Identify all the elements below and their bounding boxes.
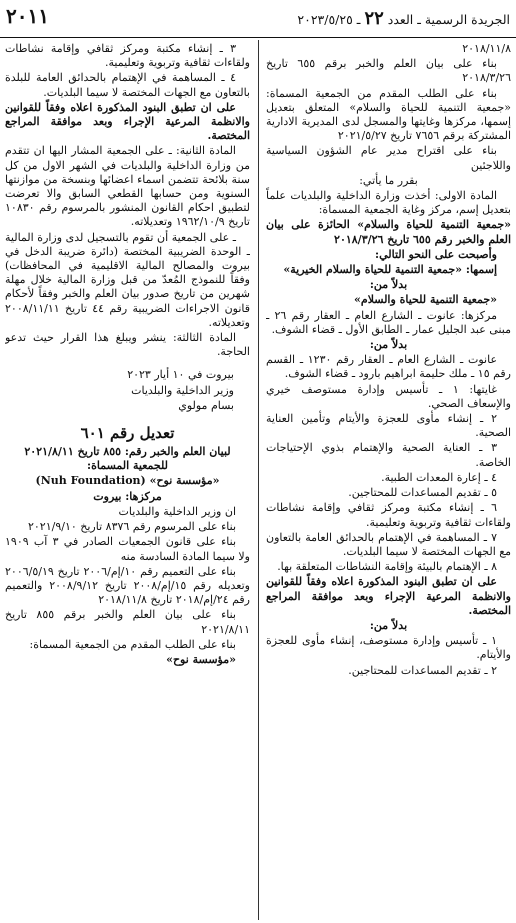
minister-line: ان وزير الداخلية والبلديات [118, 504, 236, 518]
publication-name: الجريدة الرسمية ـ العدد [387, 12, 510, 27]
new-name: إسمها: «جمعية التنمية للحياة والسلام الخيرية» [283, 263, 497, 277]
paragraph: بناء على الطلب المقدم من الجمعية المسماة: [29, 637, 236, 651]
article-two: المادة الثانية: ـ على الجمعية المشار اليها ان تتقدم من وزارة الداخلية والبلديات في الشهر الاول من كل سنة بلائحة تتضمن اسماء اعضائها وبنسخة من موازنتها السنوية ومن حسابها القطعي السابق والا تعرضت لتطبيق احكام القانون المنشور بالمرسوم رقم ١٠٨٣٠ تاريخ ١٩٦٢/١٠/٩ وتعديلاته. [5, 144, 250, 229]
old-address: عانوت ـ الشارع العام ـ العقار رقم ١٢٣٠ ـ القسم رقم ١٥ ـ ملك حليمة ابراهيم بارود ـ قضاء الشوف. [266, 353, 511, 381]
paragraph: بناء على بيان العلم والخبر برقم ٨٥٥ تاريخ ٢٠٢١/٨/١١ [5, 608, 250, 636]
compliance-clause: على ان تطبق البنود المذكورة اعلاه وفقاً للقوانين والانظمة المرعية الإجراء وبعد موافقة المراجع المختصة. [266, 575, 511, 617]
paragraph: بناء على التعميم رقم ١٠/إم/٢٠٠٦ تاريخ ٢٠٠٦/٥/١٩ وتعديله رقم ١٥/إم/٢٠٠٨ تاريخ ٢٠٠٨/٩/١٢ والتعميم رقم ٢٤/إم/٢٠١٨ تاريخ ٢٠١٨/١١/٨ [5, 564, 250, 607]
instead-of-label: بدلاً من: [369, 338, 408, 352]
subheading: وأصبحت على النحو التالي: [375, 247, 497, 261]
goal-item: ٧ ـ المساهمة في الإهتمام بالحدائق العامة بالتعاون مع الجهات المختصة لا سيما البلديات. [266, 530, 511, 558]
goal-item: ٢ ـ إنشاء مأوى للعجزة والأيتام وتأمين العناية الصحية. [266, 412, 511, 440]
decision-line: بقرر ما يأتي: [359, 173, 418, 187]
goal-item: ٤ ـ إعارة المعدات الطبية. [381, 470, 497, 484]
goal-item: ٣ ـ العناية الصحية والإهتمام بذوي الإحتياجات الخاصة. [266, 441, 511, 469]
paragraph: بناء على المرسوم رقم ٨٣٧٦ تاريخ ٢٠٢١/٩/١٠ [27, 520, 236, 534]
old-goal-item: ٤ ـ المساهمة في الإهتمام بالحدائق العامة للبلدة بالتعاون مع الجهات المختصة لا سيما البلديات. [5, 71, 250, 99]
tax-registration: ـ على الجمعية أن تقوم بالتسجيل لدى وزارة المالية ـ الوحدة الضريبية المختصة (دائرة ضريبة الدخل في بيروت والمصالح المالية الاقليمية في المحافظات) وفقاً للنموذج المُعدّ من قبل وزارة المالية خلال مهلة شهرين من تاريخ صدور بيان العلم والخبر وفقاً لأحكام قانون الاجراءات الضريبية رقم ٤٤ تاريخ ٢٠٠٨/١١/١١ وتعديلاته. [5, 230, 250, 329]
page-header [0, 0, 516, 38]
goal-item: ٨ ـ الإهتمام بالبيئة وإقامة النشاطات المتعلقة بها. [277, 560, 497, 574]
instead-of-label: بدلاً من: [369, 618, 408, 632]
old-goal-item: ٣ ـ إنشاء مكتبة ومركز ثقافي وإقامة نشاطات ولقاءات ثقافية وتربوية وتعليمية. [5, 42, 250, 70]
page-number: ٢٠١١ [6, 4, 49, 28]
old-goal-item: ٢ ـ تقديم المساعدات للمحتاجين. [348, 663, 497, 677]
paragraph: بناء على الطلب المقدم من الجمعية المسماة: «جمعية التنمية للحياة والسلام» المتعلق بتعديل إسمها، مركزها وغايتها والمسجل لدى المديرية الادارية المشتركة برقم ٧٦٥٦ تاريخ ٢٠٢١/٥/٢٧ [266, 86, 511, 143]
new-address: مركزها: عانوت ـ الشارع العام ـ العقار رقم ٢٦ ـ مبنى عبد الجليل عمار ـ الطابق الأول ـ قضاء الشوف. [266, 308, 511, 336]
amendment-subtitle: لبيان العلم والخبر رقم: ٨٥٥ تاريخ ٢٠٢١/٨/١١ للجمعية المسماة: [24, 445, 231, 473]
goal-item: ٦ ـ إنشاء مكتبة ومركز ثقافي وإقامة نشاطات ولقاءات ثقافية وتربوية وتعليمية. [266, 501, 511, 529]
foundation-name-quote: «مؤسسة نوح» [166, 652, 236, 666]
right-column [266, 42, 511, 920]
signature-place-date: بيروت في ١٠ أيار ٢٠٢٣ [127, 368, 234, 382]
article-one: المادة الاولى: أخذت وزارة الداخلية والبلديات علماً بتعديل إسم، مركز وغاية الجمعية المسماة: [266, 189, 511, 217]
signature-title: وزير الداخلية والبلديات [131, 383, 234, 397]
column-divider [258, 40, 259, 920]
paragraph: بناء على بيان العلم والخبر برقم ٦٥٥ تاريخ ٢٠١٨/٣/٢٦ [266, 57, 511, 85]
signature-name: بسام مولوي [178, 398, 234, 412]
old-name: «جمعية التنمية للحياة والسلام» [354, 293, 497, 307]
old-goal-item: ١ ـ تأسيس وإدارة مستوصف، إنشاء مأوى للعجزة والأيتام. [266, 634, 511, 662]
issue-date: ـ ٢٠٢٣/٥/٢٥ [297, 12, 361, 27]
goal-item: ٥ ـ تقديم المساعدات للمحتاجين. [348, 486, 497, 500]
goal-item: غايتها: ١ ـ تأسيس وإدارة مستوصف خيري والإسعاف الصحي. [266, 382, 511, 410]
publication-line [297, 8, 510, 29]
left-column [5, 42, 250, 920]
association-name: «جمعية التنمية للحياة والسلام» الحائزة على بيان العلم والخبر رقم ٦٥٥ تاريخ ٢٠١٨/٣/٢٦ [266, 218, 511, 246]
compliance-clause: على ان تطبق البنود المذكورة اعلاه وفقاً للقوانين والانظمة المرعية الإجراء وبعد موافقة المراجع المختصة. [5, 100, 250, 143]
issue-number: ٢٢ [364, 8, 384, 29]
paragraph: بناء على قانون الجمعيات الصادر في ٣ آب ١٩٠٩ ولا سيما المادة السادسة منه [5, 535, 250, 563]
instead-of-label: بدلاً من: [369, 278, 408, 292]
date-line: ٢٠١٨/١١/٨ [462, 42, 511, 55]
foundation-name: «مؤسسة نوح» (Nuh Foundation) [35, 474, 220, 488]
foundation-location: مركزها: بيروت [93, 489, 162, 503]
article-three: المادة الثالثة: ينشر ويبلغ هذا القرار حيث تدعو الحاجة. [5, 331, 250, 359]
paragraph: بناء على اقتراح مدير عام الشؤون السياسية واللاجئين [266, 144, 511, 172]
amendment-title: تعديل رقم ٦٠١ [80, 424, 175, 443]
